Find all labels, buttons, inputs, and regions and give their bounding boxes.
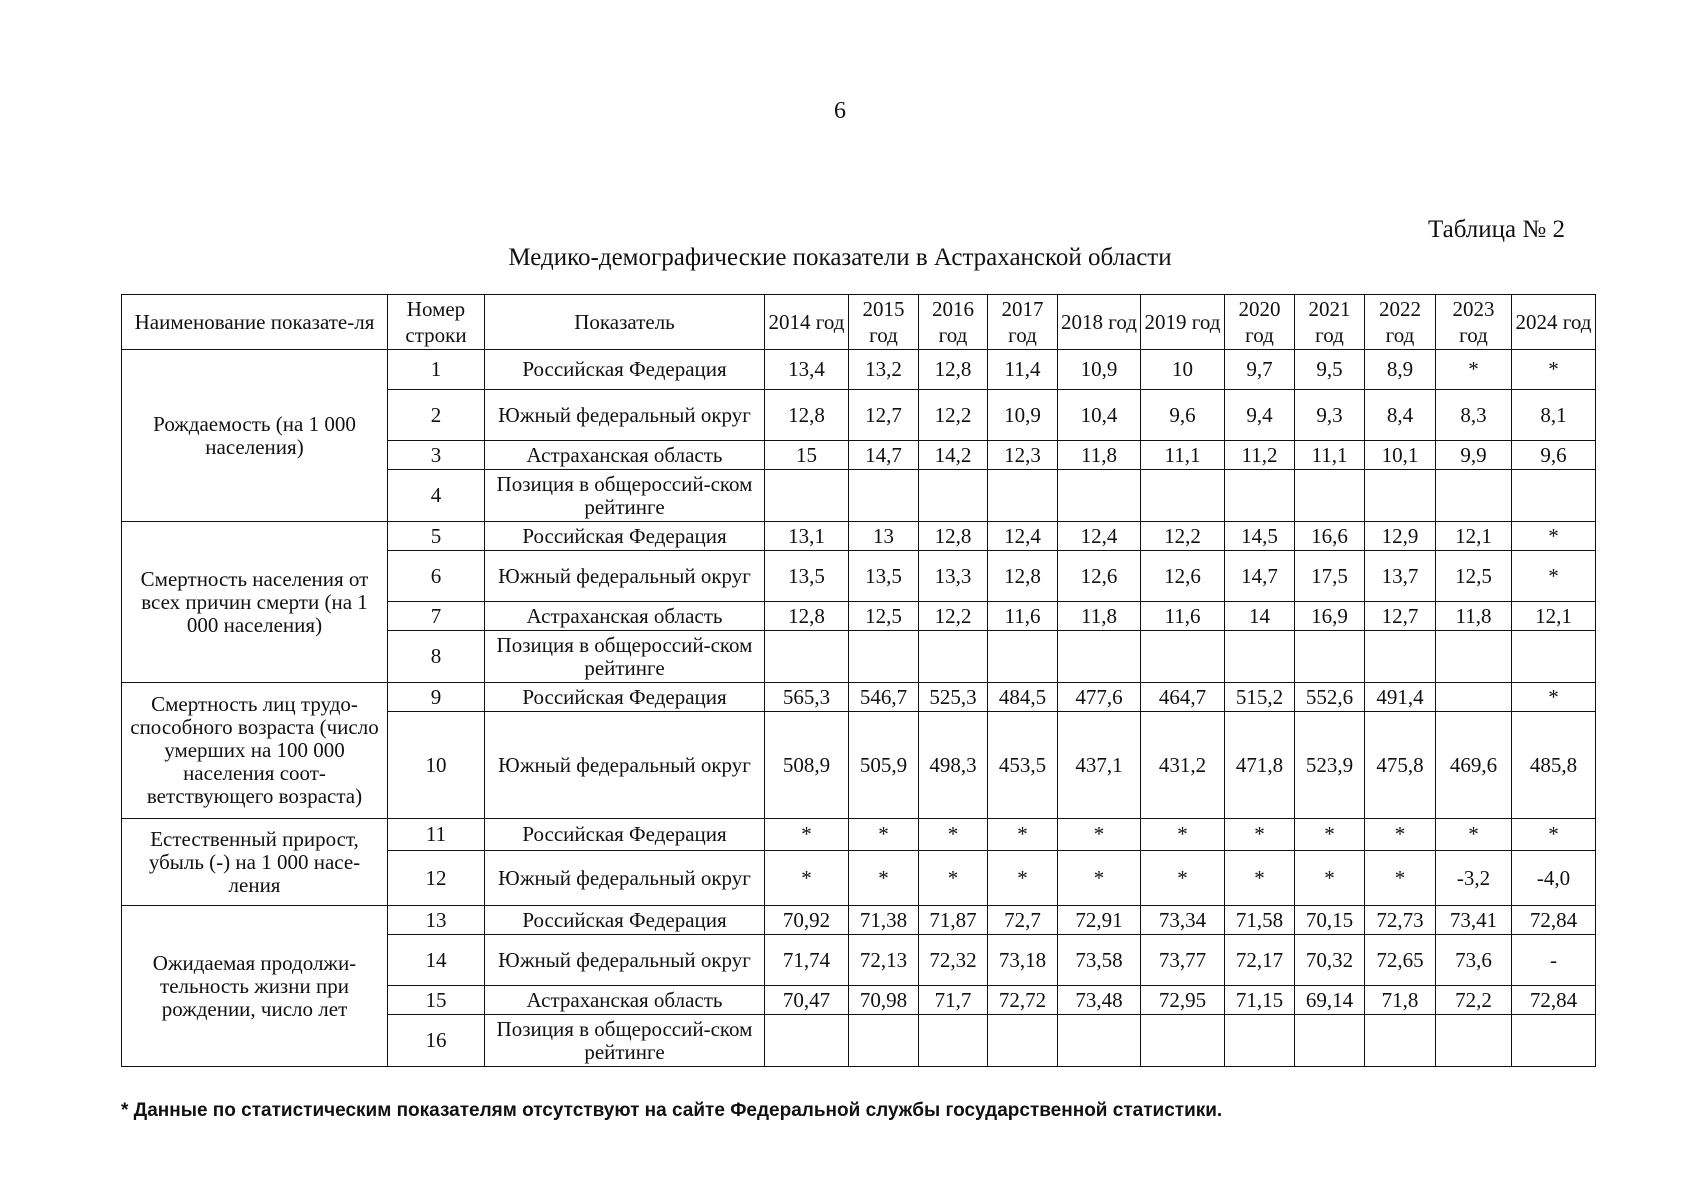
metric-label: Позиция в общероссий-ском рейтинге bbox=[485, 1015, 765, 1067]
demographics-table bbox=[121, 294, 1596, 1067]
metric-label: Южный федеральный округ bbox=[485, 551, 765, 602]
value-cell bbox=[765, 1015, 849, 1067]
header-year: 2022 год bbox=[1365, 295, 1436, 350]
value-cell: * bbox=[988, 851, 1058, 906]
value-cell bbox=[1295, 1015, 1365, 1067]
value-cell: 73,34 bbox=[1141, 906, 1225, 935]
value-cell: 13,5 bbox=[849, 551, 919, 602]
value-cell: 73,41 bbox=[1436, 906, 1512, 935]
row-number: 7 bbox=[388, 602, 485, 631]
value-cell bbox=[919, 470, 988, 522]
value-cell bbox=[1436, 683, 1512, 712]
value-cell: 71,8 bbox=[1365, 986, 1436, 1015]
value-cell: 12,6 bbox=[1058, 551, 1141, 602]
value-cell: 14,7 bbox=[1225, 551, 1295, 602]
value-cell: 15 bbox=[765, 441, 849, 470]
table-row bbox=[122, 683, 1596, 712]
value-cell bbox=[1058, 1015, 1141, 1067]
value-cell bbox=[919, 1015, 988, 1067]
header-year: 2020 год bbox=[1225, 295, 1295, 350]
value-cell: 70,15 bbox=[1295, 906, 1365, 935]
value-cell: * bbox=[1225, 851, 1295, 906]
metric-label: Южный федеральный округ bbox=[485, 712, 765, 819]
value-cell: 12,2 bbox=[1141, 522, 1225, 551]
value-cell bbox=[1141, 631, 1225, 683]
value-cell: * bbox=[1141, 851, 1225, 906]
indicator-name: Ожидаемая продолжи-тельность жизни при рождении, число лет bbox=[122, 906, 388, 1067]
header-year: 2015 год bbox=[849, 295, 919, 350]
value-cell: 71,38 bbox=[849, 906, 919, 935]
value-cell: 525,3 bbox=[919, 683, 988, 712]
value-cell: 73,77 bbox=[1141, 935, 1225, 986]
value-cell: 11,8 bbox=[1436, 602, 1512, 631]
value-cell: 10,9 bbox=[988, 390, 1058, 441]
value-cell: 9,6 bbox=[1141, 390, 1225, 441]
value-cell bbox=[1512, 631, 1596, 683]
value-cell: - bbox=[1512, 935, 1596, 986]
value-cell: 12,7 bbox=[849, 390, 919, 441]
value-cell: 70,32 bbox=[1295, 935, 1365, 986]
value-cell: 70,47 bbox=[765, 986, 849, 1015]
row-number: 15 bbox=[388, 986, 485, 1015]
value-cell: 11,6 bbox=[988, 602, 1058, 631]
value-cell: 70,92 bbox=[765, 906, 849, 935]
value-cell: 12,9 bbox=[1365, 522, 1436, 551]
metric-label: Астраханская область bbox=[485, 602, 765, 631]
value-cell: 73,18 bbox=[988, 935, 1058, 986]
row-number: 12 bbox=[388, 851, 485, 906]
value-cell bbox=[765, 631, 849, 683]
value-cell: 13,1 bbox=[765, 522, 849, 551]
value-cell: 14,2 bbox=[919, 441, 988, 470]
value-cell: 12,8 bbox=[988, 551, 1058, 602]
value-cell: -3,2 bbox=[1436, 851, 1512, 906]
header-year: 2017 год bbox=[988, 295, 1058, 350]
value-cell: 73,48 bbox=[1058, 986, 1141, 1015]
value-cell: * bbox=[1512, 819, 1596, 851]
value-cell: -4,0 bbox=[1512, 851, 1596, 906]
table-number: Таблица № 2 bbox=[1427, 216, 1565, 243]
row-number: 10 bbox=[388, 712, 485, 819]
value-cell: 72,73 bbox=[1365, 906, 1436, 935]
value-cell bbox=[849, 1015, 919, 1067]
value-cell: * bbox=[1295, 851, 1365, 906]
value-cell: * bbox=[919, 851, 988, 906]
metric-label: Позиция в общероссий-ском рейтинге bbox=[485, 470, 765, 522]
value-cell bbox=[765, 470, 849, 522]
value-cell bbox=[1225, 631, 1295, 683]
value-cell: 9,5 bbox=[1295, 350, 1365, 390]
value-cell: 12,8 bbox=[765, 390, 849, 441]
value-cell: 71,58 bbox=[1225, 906, 1295, 935]
value-cell: 16,6 bbox=[1295, 522, 1365, 551]
value-cell: * bbox=[919, 819, 988, 851]
header-year: 2021 год bbox=[1295, 295, 1365, 350]
value-cell bbox=[849, 631, 919, 683]
header-row-number: Номер строки bbox=[388, 295, 485, 350]
value-cell bbox=[1058, 631, 1141, 683]
table-row bbox=[122, 522, 1596, 551]
value-cell: 72,2 bbox=[1436, 986, 1512, 1015]
value-cell: * bbox=[1365, 851, 1436, 906]
header-year: 2018 год bbox=[1058, 295, 1141, 350]
value-cell: 10,9 bbox=[1058, 350, 1141, 390]
value-cell bbox=[1295, 470, 1365, 522]
value-cell: 73,6 bbox=[1436, 935, 1512, 986]
value-cell bbox=[1436, 631, 1512, 683]
row-number: 5 bbox=[388, 522, 485, 551]
value-cell bbox=[919, 631, 988, 683]
value-cell: * bbox=[1058, 819, 1141, 851]
value-cell: 12,4 bbox=[988, 522, 1058, 551]
value-cell: 12,8 bbox=[919, 350, 988, 390]
value-cell: 498,3 bbox=[919, 712, 988, 819]
value-cell: 10,1 bbox=[1365, 441, 1436, 470]
value-cell: 477,6 bbox=[1058, 683, 1141, 712]
value-cell: 464,7 bbox=[1141, 683, 1225, 712]
header-year: 2014 год bbox=[765, 295, 849, 350]
value-cell: * bbox=[988, 819, 1058, 851]
value-cell: 12,2 bbox=[919, 390, 988, 441]
value-cell bbox=[988, 631, 1058, 683]
value-cell: 9,4 bbox=[1225, 390, 1295, 441]
row-number: 3 bbox=[388, 441, 485, 470]
value-cell: 552,6 bbox=[1295, 683, 1365, 712]
value-cell: 71,7 bbox=[919, 986, 988, 1015]
row-number: 13 bbox=[388, 906, 485, 935]
value-cell: 12,7 bbox=[1365, 602, 1436, 631]
value-cell: 8,1 bbox=[1512, 390, 1596, 441]
value-cell: * bbox=[1512, 683, 1596, 712]
value-cell: 9,3 bbox=[1295, 390, 1365, 441]
value-cell: 12,4 bbox=[1058, 522, 1141, 551]
value-cell: * bbox=[765, 819, 849, 851]
metric-label: Южный федеральный округ bbox=[485, 851, 765, 906]
value-cell: 13,5 bbox=[765, 551, 849, 602]
value-cell: * bbox=[1512, 522, 1596, 551]
value-cell: * bbox=[1512, 350, 1596, 390]
header-metric: Показатель bbox=[485, 295, 765, 350]
value-cell: 71,74 bbox=[765, 935, 849, 986]
page-number: 6 bbox=[834, 98, 846, 124]
indicator-name: Смертность населения от всех причин смерти (на 1 000 населения) bbox=[122, 522, 388, 683]
value-cell bbox=[1436, 1015, 1512, 1067]
value-cell: 508,9 bbox=[765, 712, 849, 819]
value-cell: 13,4 bbox=[765, 350, 849, 390]
value-cell: 8,9 bbox=[1365, 350, 1436, 390]
value-cell: * bbox=[1512, 551, 1596, 602]
value-cell bbox=[1141, 1015, 1225, 1067]
value-cell: 73,58 bbox=[1058, 935, 1141, 986]
value-cell bbox=[1436, 470, 1512, 522]
value-cell: 72,13 bbox=[849, 935, 919, 986]
value-cell: 11,1 bbox=[1141, 441, 1225, 470]
footnote: * Данные по статистическим показателям отсутствуют на сайте Федеральной службы государственной статистики. bbox=[121, 1100, 1223, 1121]
value-cell: 72,17 bbox=[1225, 935, 1295, 986]
metric-label: Российская Федерация bbox=[485, 522, 765, 551]
value-cell bbox=[1365, 470, 1436, 522]
value-cell: * bbox=[765, 851, 849, 906]
value-cell: 10,4 bbox=[1058, 390, 1141, 441]
table-row bbox=[122, 350, 1596, 390]
value-cell: 491,4 bbox=[1365, 683, 1436, 712]
value-cell bbox=[1225, 470, 1295, 522]
value-cell: 69,14 bbox=[1295, 986, 1365, 1015]
value-cell bbox=[1365, 1015, 1436, 1067]
value-cell bbox=[988, 1015, 1058, 1067]
value-cell: 14,5 bbox=[1225, 522, 1295, 551]
value-cell: 11,2 bbox=[1225, 441, 1295, 470]
value-cell: 13,3 bbox=[919, 551, 988, 602]
value-cell: 565,3 bbox=[765, 683, 849, 712]
value-cell: 12,2 bbox=[919, 602, 988, 631]
value-cell: 71,87 bbox=[919, 906, 988, 935]
metric-label: Южный федеральный округ bbox=[485, 935, 765, 986]
value-cell: 14 bbox=[1225, 602, 1295, 631]
value-cell: 12,8 bbox=[919, 522, 988, 551]
indicator-name: Смертность лиц трудо-способного возраста (число умерших на 100 000 населения соот-ветствующего возраста) bbox=[122, 683, 388, 819]
value-cell: * bbox=[849, 851, 919, 906]
value-cell: 70,98 bbox=[849, 986, 919, 1015]
value-cell: 12,1 bbox=[1436, 522, 1512, 551]
value-cell: 72,32 bbox=[919, 935, 988, 986]
value-cell: 13,2 bbox=[849, 350, 919, 390]
value-cell: * bbox=[1365, 819, 1436, 851]
value-cell: 523,9 bbox=[1295, 712, 1365, 819]
value-cell bbox=[988, 470, 1058, 522]
value-cell: * bbox=[1436, 350, 1512, 390]
value-cell: 8,4 bbox=[1365, 390, 1436, 441]
value-cell: 72,65 bbox=[1365, 935, 1436, 986]
value-cell: 9,7 bbox=[1225, 350, 1295, 390]
row-number: 1 bbox=[388, 350, 485, 390]
value-cell: 10 bbox=[1141, 350, 1225, 390]
value-cell bbox=[849, 470, 919, 522]
value-cell bbox=[1365, 631, 1436, 683]
value-cell: 12,1 bbox=[1512, 602, 1596, 631]
value-cell: 9,6 bbox=[1512, 441, 1596, 470]
table-row bbox=[122, 906, 1596, 935]
table-row bbox=[122, 819, 1596, 851]
row-number: 6 bbox=[388, 551, 485, 602]
value-cell: 9,9 bbox=[1436, 441, 1512, 470]
row-number: 2 bbox=[388, 390, 485, 441]
table-title: Медико-демографические показатели в Астраханской области bbox=[508, 244, 1172, 271]
row-number: 16 bbox=[388, 1015, 485, 1067]
row-number: 9 bbox=[388, 683, 485, 712]
value-cell: 469,6 bbox=[1436, 712, 1512, 819]
value-cell: * bbox=[1141, 819, 1225, 851]
value-cell: 437,1 bbox=[1058, 712, 1141, 819]
row-number: 8 bbox=[388, 631, 485, 683]
value-cell: * bbox=[849, 819, 919, 851]
value-cell: 11,8 bbox=[1058, 602, 1141, 631]
row-number: 11 bbox=[388, 819, 485, 851]
value-cell: 12,3 bbox=[988, 441, 1058, 470]
value-cell: 72,84 bbox=[1512, 906, 1596, 935]
value-cell: 431,2 bbox=[1141, 712, 1225, 819]
value-cell: * bbox=[1295, 819, 1365, 851]
value-cell: 17,5 bbox=[1295, 551, 1365, 602]
value-cell: 515,2 bbox=[1225, 683, 1295, 712]
value-cell: 13,7 bbox=[1365, 551, 1436, 602]
value-cell: 12,8 bbox=[765, 602, 849, 631]
value-cell: 14,7 bbox=[849, 441, 919, 470]
value-cell bbox=[1058, 470, 1141, 522]
value-cell bbox=[1141, 470, 1225, 522]
value-cell: 72,91 bbox=[1058, 906, 1141, 935]
header-year: 2016 год bbox=[919, 295, 988, 350]
indicator-name: Рождаемость (на 1 000 населения) bbox=[122, 350, 388, 522]
metric-label: Российская Федерация bbox=[485, 683, 765, 712]
value-cell: 72,95 bbox=[1141, 986, 1225, 1015]
header-year: 2019 год bbox=[1141, 295, 1225, 350]
indicator-name: Естественный прирост, убыль (-) на 1 000 насе-ления bbox=[122, 819, 388, 906]
value-cell: 475,8 bbox=[1365, 712, 1436, 819]
header-year: 2024 год bbox=[1512, 295, 1596, 350]
value-cell: 16,9 bbox=[1295, 602, 1365, 631]
header-row bbox=[122, 295, 1596, 350]
value-cell: 12,5 bbox=[1436, 551, 1512, 602]
value-cell: 13 bbox=[849, 522, 919, 551]
value-cell: 71,15 bbox=[1225, 986, 1295, 1015]
value-cell: * bbox=[1058, 851, 1141, 906]
header-year: 2023 год bbox=[1436, 295, 1512, 350]
value-cell: 546,7 bbox=[849, 683, 919, 712]
value-cell: 72,72 bbox=[988, 986, 1058, 1015]
table-body bbox=[122, 350, 1596, 1067]
value-cell: 485,8 bbox=[1512, 712, 1596, 819]
value-cell: 11,1 bbox=[1295, 441, 1365, 470]
value-cell bbox=[1512, 470, 1596, 522]
value-cell: 453,5 bbox=[988, 712, 1058, 819]
metric-label: Российская Федерация bbox=[485, 350, 765, 390]
value-cell: 12,6 bbox=[1141, 551, 1225, 602]
row-number: 14 bbox=[388, 935, 485, 986]
value-cell: 11,8 bbox=[1058, 441, 1141, 470]
value-cell: 8,3 bbox=[1436, 390, 1512, 441]
value-cell: 484,5 bbox=[988, 683, 1058, 712]
value-cell: 505,9 bbox=[849, 712, 919, 819]
value-cell: 72,84 bbox=[1512, 986, 1596, 1015]
header-indicator: Наименование показате-ля bbox=[122, 295, 388, 350]
value-cell: 11,4 bbox=[988, 350, 1058, 390]
value-cell: * bbox=[1225, 819, 1295, 851]
value-cell: * bbox=[1436, 819, 1512, 851]
metric-label: Астраханская область bbox=[485, 441, 765, 470]
value-cell bbox=[1295, 631, 1365, 683]
metric-label: Астраханская область bbox=[485, 986, 765, 1015]
metric-label: Российская Федерация bbox=[485, 906, 765, 935]
value-cell bbox=[1512, 1015, 1596, 1067]
metric-label: Южный федеральный округ bbox=[485, 390, 765, 441]
value-cell: 72,7 bbox=[988, 906, 1058, 935]
metric-label: Позиция в общероссий-ском рейтинге bbox=[485, 631, 765, 683]
value-cell bbox=[1225, 1015, 1295, 1067]
value-cell: 11,6 bbox=[1141, 602, 1225, 631]
metric-label: Российская Федерация bbox=[485, 819, 765, 851]
value-cell: 12,5 bbox=[849, 602, 919, 631]
value-cell: 471,8 bbox=[1225, 712, 1295, 819]
row-number: 4 bbox=[388, 470, 485, 522]
